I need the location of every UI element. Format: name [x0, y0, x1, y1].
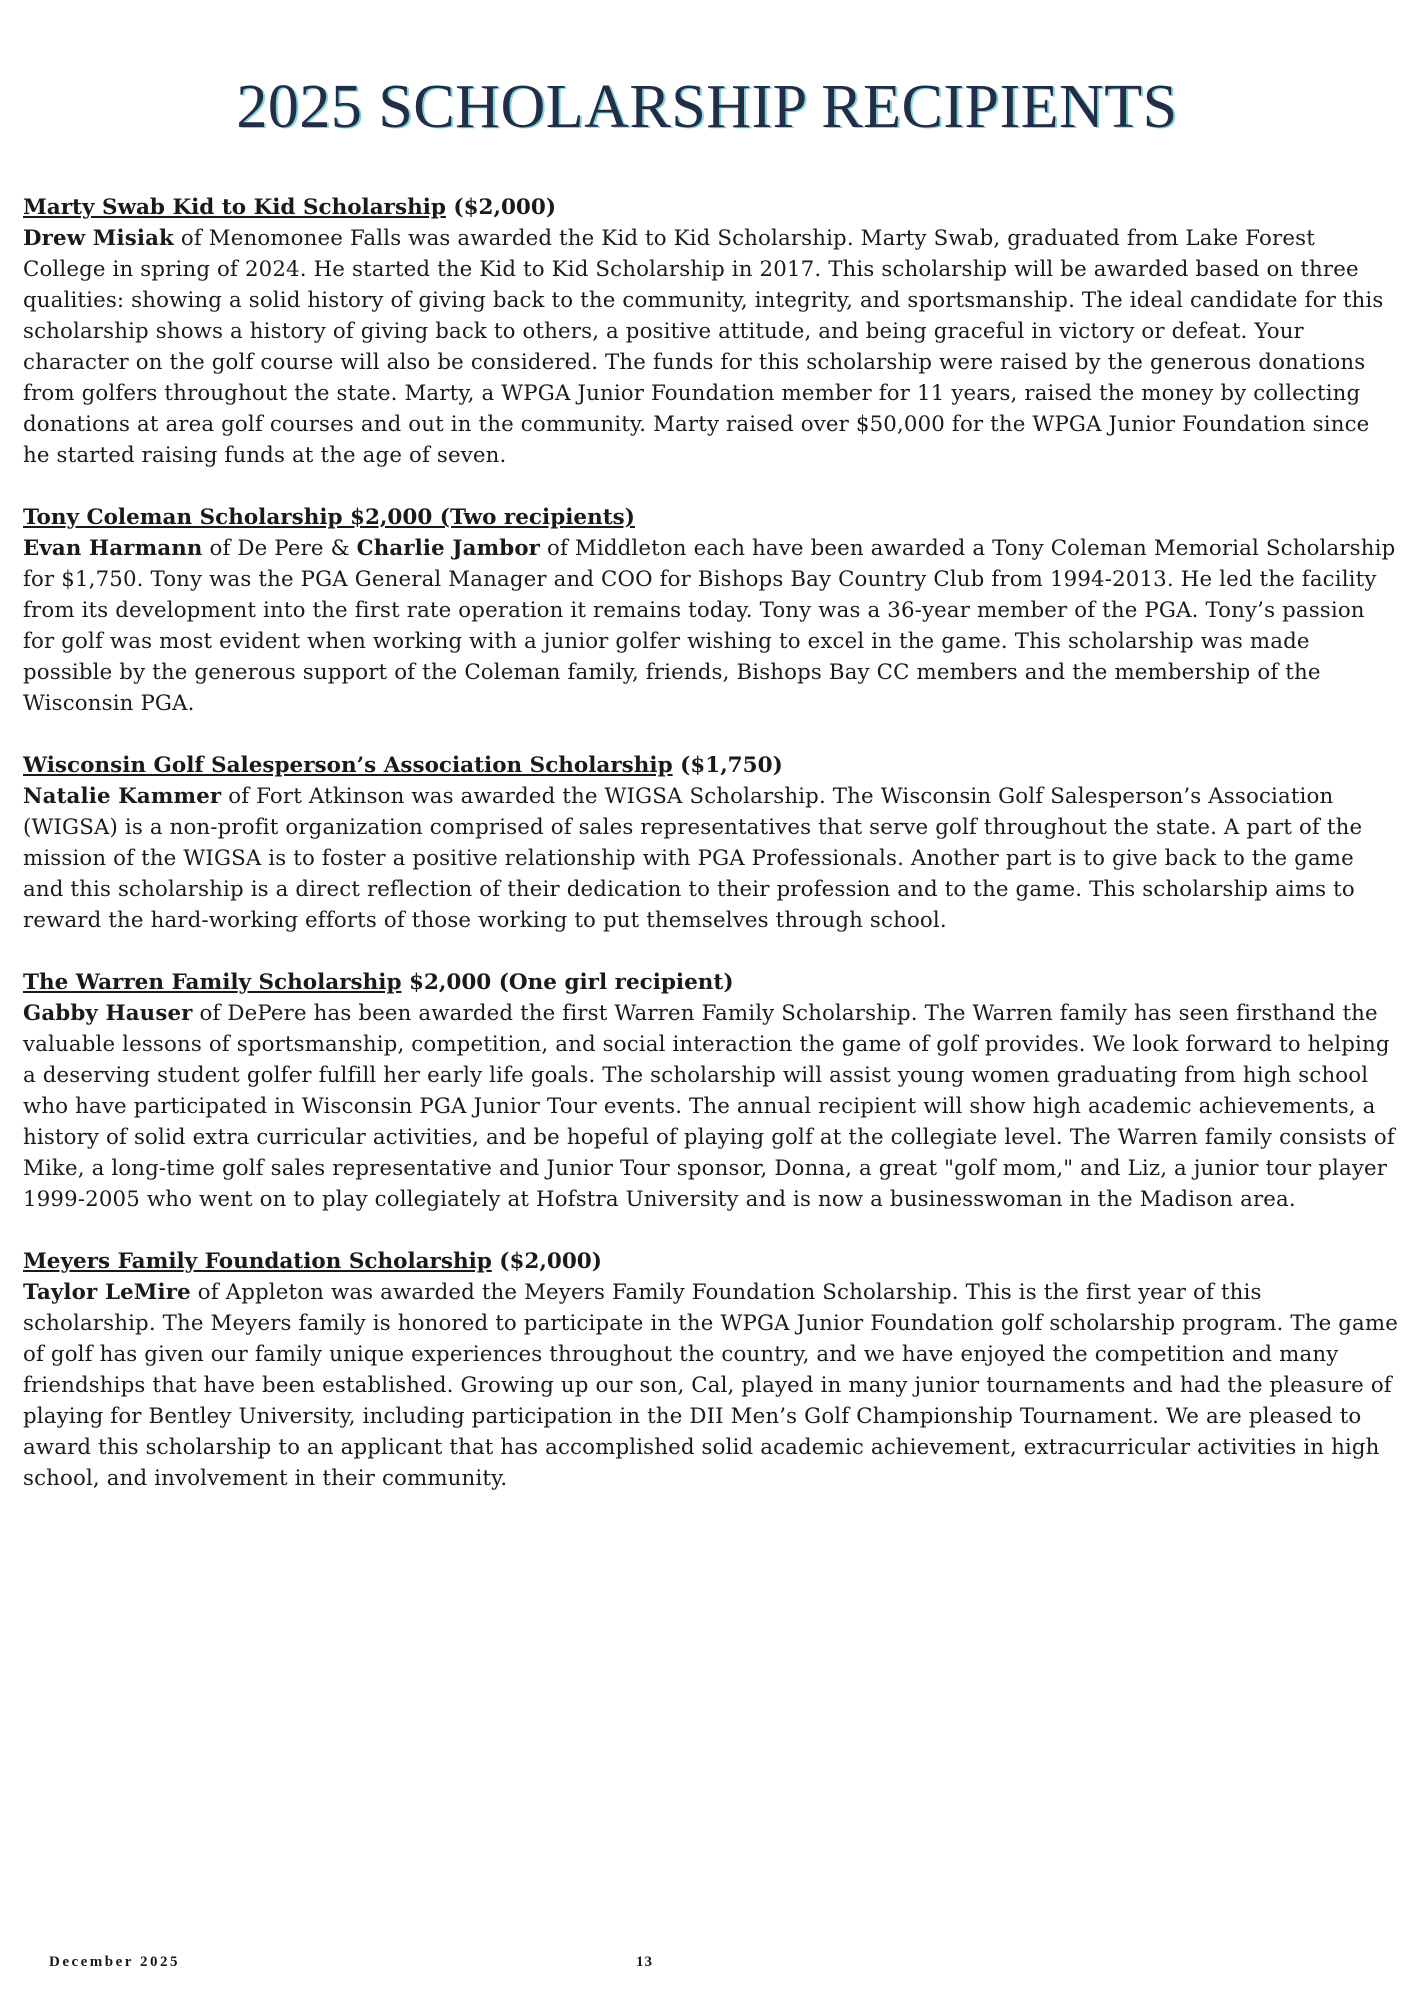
- scholarship-heading: [23, 192, 1401, 223]
- description-text: of Appleton was awarded the Meyers Family Foundation Scholarship. This is the first year of this scholarship. The Meyers family is honored to participate in the WPGA Junior Foundation golf scholarship program. The game of golf has given our family unique experiences throughout the country, and we have enjoyed the competition and many friendships that have been established. Growing up our son, Cal, played in many junior tournaments and had the pleasure of playing for Bentley University, including participation in the DII Men’s Golf Championship Tournament. We are pleased to award this scholarship to an applicant that has accomplished solid academic achievement, extracurricular activities in high school, and involvement in their community.: [23, 1280, 1398, 1491]
- page-title: 2025 SCHOLARSHIP RECIPIENTS: [236, 73, 1178, 141]
- scholarship-amount: ($2,000): [445, 195, 557, 220]
- scholarship-amount: ($2,000): [491, 1249, 602, 1274]
- scholarship-list: [23, 192, 1401, 1525]
- scholarship-description: [23, 223, 1401, 471]
- scholarship-name: Meyers Family Foundation Scholarship: [23, 1249, 492, 1274]
- scholarship-heading: [23, 967, 1401, 998]
- scholarship-name: Wisconsin Golf Salesperson’s Association Scholarship: [23, 753, 673, 778]
- scholarship-section: [23, 750, 1401, 936]
- scholarship-heading: [23, 750, 1401, 781]
- recipient-name: Natalie Kammer: [23, 784, 222, 809]
- scholarship-amount: $2,000 (One girl recipient): [401, 970, 734, 995]
- recipient-name: Evan Harmann: [23, 536, 203, 561]
- scholarship-description: [23, 533, 1401, 719]
- description-text: of Middleton each have been awarded a Tony Coleman Memorial Scholarship for $1,750. Tony was the PGA General Manager and COO for Bishops Bay Country Club from 1994-2013. He led the facility from its development into the first rate operation it remains today. Tony was a 36-year member of the PGA. Tony’s passion for golf was most evident when working with a junior golfer wishing to excel in the game. This scholarship was made possible by the generous support of the Coleman family, friends, Bishops Bay CC members and the membership of the Wisconsin PGA.: [23, 536, 1396, 716]
- scholarship-section: [23, 502, 1401, 719]
- scholarship-section: [23, 967, 1401, 1215]
- scholarship-section: [23, 192, 1401, 471]
- footer-date: December 2025: [49, 1954, 180, 1970]
- scholarship-name: Marty Swab Kid to Kid Scholarship: [23, 195, 446, 220]
- page-number: 13: [636, 1954, 653, 1970]
- scholarship-description: [23, 998, 1401, 1215]
- scholarship-description: [23, 1277, 1401, 1494]
- scholarship-name: Tony Coleman Scholarship $2,000 (Two recipients): [23, 505, 635, 530]
- description-text: of DePere has been awarded the first Warren Family Scholarship. The Warren family has seen firsthand the valuable lessons of sportsmanship, competition, and social interaction the game of golf provides. We look forward to helping a deserving student golfer fulfill her early life goals. The scholarship will assist young women graduating from high school who have participated in Wisconsin PGA Junior Tour events. The annual recipient will show high academic achievements, a history of solid extra curricular activities, and be hopeful of playing golf at the collegiate level. The Warren family consists of Mike, a long-time golf sales representative and Junior Tour sponsor, Donna, a great "golf mom," and Liz, a junior tour player 1999-2005 who went on to play collegiately at Hofstra University and is now a businesswoman in the Madison area.: [23, 1001, 1395, 1212]
- description-text: of Menomonee Falls was awarded the Kid to Kid Scholarship. Marty Swab, graduated from Lake Forest College in spring of 2024. He started the Kid to Kid Scholarship in 2017. This scholarship will be awarded based on three qualities: showing a solid history of giving back to the community, integrity, and sportsmanship. The ideal candidate for this scholarship shows a history of giving back to others, a positive attitude, and being graceful in victory or defeat. Your character on the golf course will also be considered. The funds for this scholarship were raised by the generous donations from golfers throughout the state. Marty, a WPGA Junior Foundation member for 11 years, raised the money by collecting donations at area golf courses and out in the community. Marty raised over $50,000 for the WPGA Junior Foundation since he started raising funds at the age of seven.: [23, 226, 1384, 468]
- scholarship-name: The Warren Family Scholarship: [23, 970, 402, 995]
- recipient-name: Taylor LeMire: [23, 1280, 191, 1305]
- scholarship-section: [23, 1246, 1401, 1494]
- scholarship-heading: [23, 502, 1401, 533]
- scholarship-amount: ($1,750): [672, 753, 783, 778]
- scholarship-description: [23, 781, 1401, 936]
- recipient-name: Drew Misiak: [23, 226, 174, 251]
- recipient-name: Gabby Hauser: [23, 1001, 193, 1026]
- scholarship-heading: [23, 1246, 1401, 1277]
- description-text: of De Pere &: [202, 536, 357, 561]
- description-text: of Fort Atkinson was awarded the WIGSA Scholarship. The Wisconsin Golf Salesperson’s Association (WIGSA) is a non-profit organization comprised of sales representatives that serve golf throughout the state. A part of the mission of the WIGSA is to foster a positive relationship with PGA Professionals. Another part is to give back to the game and this scholarship is a direct reflection of their dedication to their profession and to the game. This scholarship aims to reward the hard-working efforts of those working to put themselves through school.: [23, 784, 1363, 933]
- recipient-name: Charlie Jambor: [356, 536, 541, 561]
